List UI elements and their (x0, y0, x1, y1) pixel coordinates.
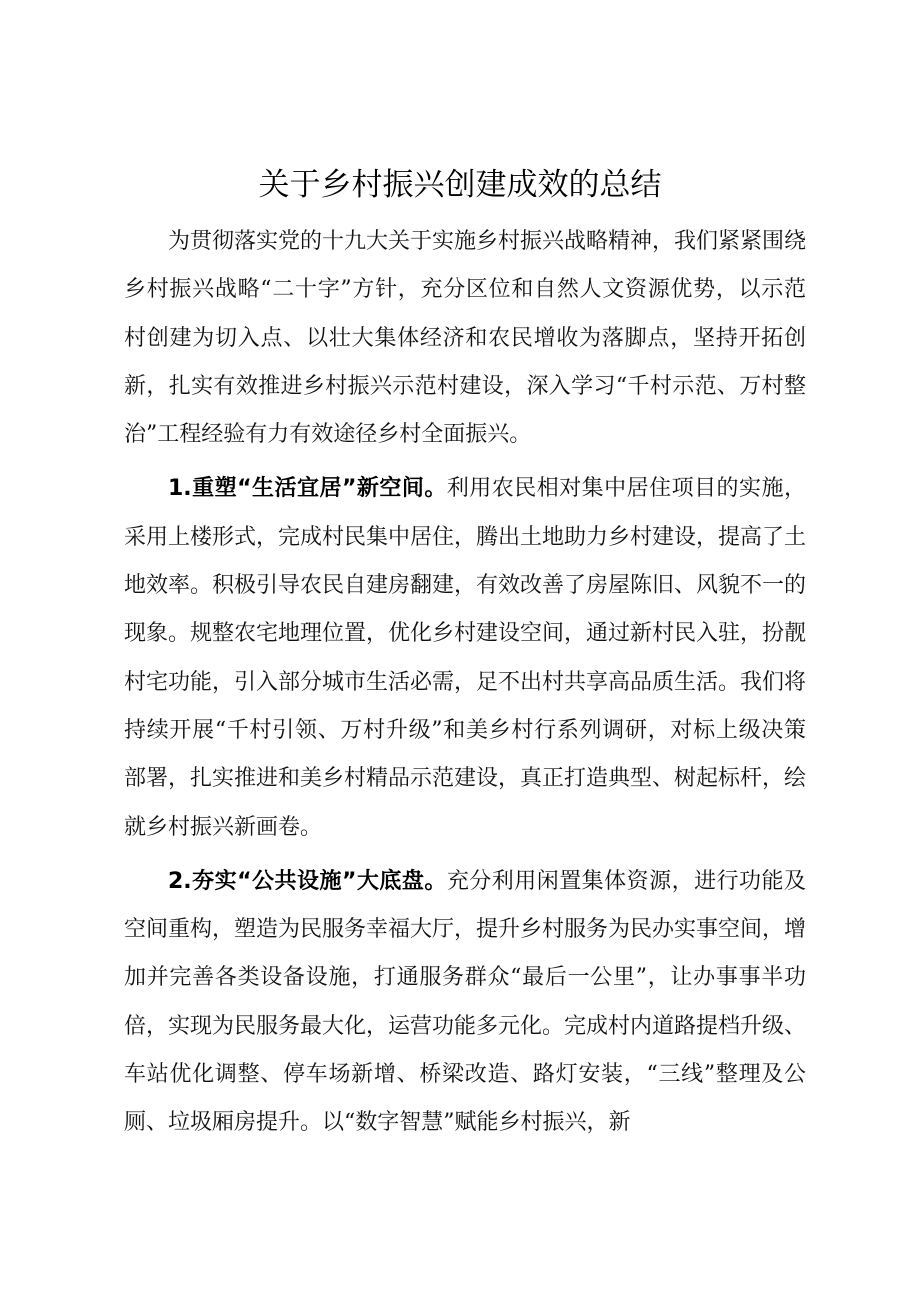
section-1-text: 利用农民相对集中居住项目的实施，采用上楼形式，完成村民集中居住，腾出土地助力乡村建设，提高了土地效率。积极引导农民自建房翻建，有效改善了房屋陈旧、风貌不一的现象。规整农宅地理位置，优化乡村建设空间，通过新村民入驻，扮靓村宅功能，引入部分城市生活必需，足不出村共享高品质生活。我们将持续开展“千村引领、万村升级”和美乡村行系列调研，对标上级决策部署，扎实推进和美乡村精品示范建设，真正打造典型、树起标杆，绘就乡村振兴新画卷。 (124, 476, 807, 840)
section-2-heading: 2.夯实“公共设施”大底盘。 (168, 868, 447, 894)
section-1-heading: 1.重塑“生活宜居”新空间。 (168, 476, 447, 502)
document-title: 关于乡村振兴创建成效的总结 (258, 167, 662, 203)
section-2-text: 充分利用闲置集体资源，进行功能及空间重构，塑造为民服务幸福大厅，提升乡村服务为民办实事空间，增加并完善各类设备设施，打通服务群众“最后一公里”，让办事事半功倍，实现为民服务最大化，运营功能多元化。完成村内道路提档升级、车站优化调整、停车场新增、桥梁改造、路灯安装，“三线”整理及公厕、垃圾厢房提升。以“数字智慧”赋能乡村振兴，新 (124, 868, 807, 1136)
intro-paragraph: 为贯彻落实党的十九大关于实施乡村振兴战略精神，我们紧紧围绕乡村振兴战略“二十字”方针，充分区位和自然人文资源优势，以示范村创建为切入点、以壮大集体经济和农民增收为落脚点，坚持开拓创新，扎实有效推进乡村振兴示范村建设，深入学习“千村示范、万村整治”工程经验有力有效途径乡村全面振兴。 (124, 229, 807, 448)
document-body (124, 218, 806, 1148)
section-1-paragraph (124, 465, 806, 851)
section-2-paragraph (124, 858, 806, 1148)
